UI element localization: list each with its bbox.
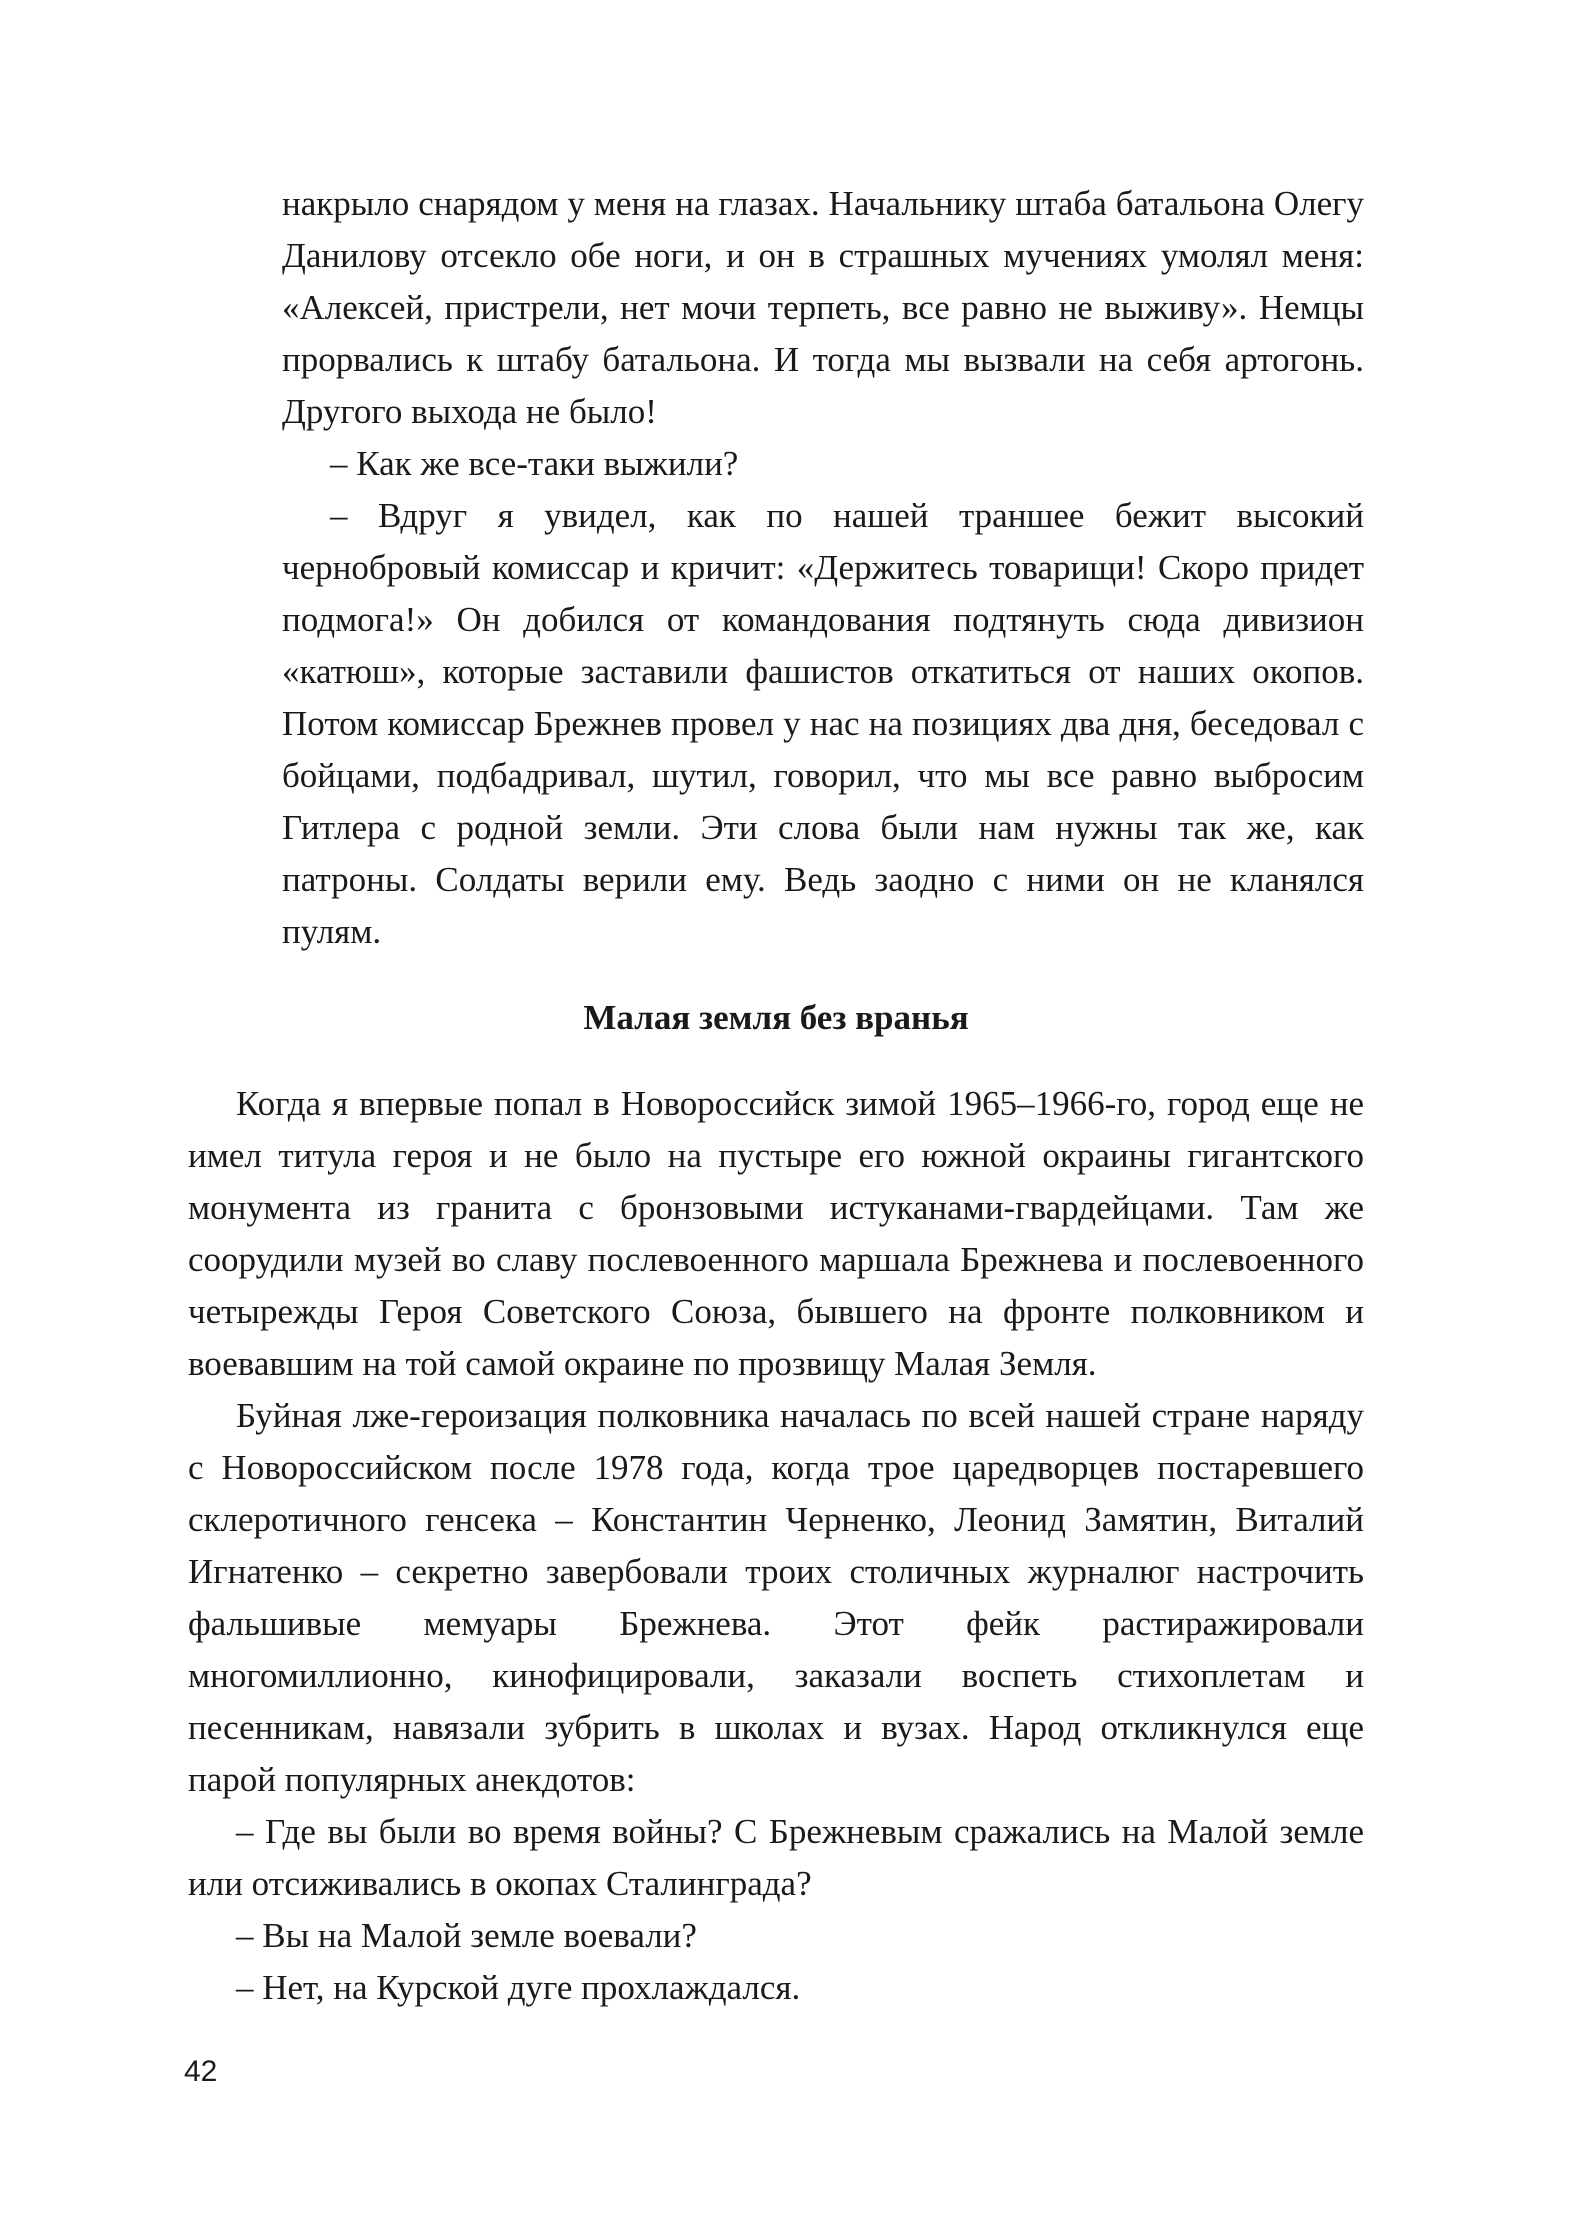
dialogue-line-2: – Вы на Малой земле воевали? (236, 1916, 697, 1955)
main-text-block (188, 1078, 1364, 2014)
interview-quote-block (282, 178, 1364, 958)
quote-paragraph-1: накрыло снарядом у меня на глазах. Начальнику штаба батальона Олегу Данилову отсекло обе ноги, и он в страшных мучениях умолял меня: «Алексей, пристрели, нет мочи терпеть, все равно не выживу». Немцы прорвались к штабу батальона. И тогда мы вызвали на себя артогонь. Другого выхода не было! (282, 184, 1364, 431)
page-number: 42 (184, 2055, 218, 2088)
quote-paragraph-3: – Вдруг я увидел, как по нашей траншее бежит высокий чернобровый комиссар и кричит: «Держитесь товарищи! Скоро придет подмога!» Он добился от командования подтянуть сюда дивизион «катюш», которые заставили фашистов откатиться от наших окопов. Потом комиссар Брежнев провел у нас на позициях два дня, беседовал с бойцами, подбадривал, шутил, говорил, что мы все равно выбросим Гитлера с родной земли. Эти слова были нам нужны так же, как патроны. Солдаты верили ему. Ведь заодно с ними он не кланялся пулям. (282, 496, 1364, 951)
main-paragraph-2: Буйная лже-героизация полковника началась по всей нашей стране наряду с Новороссийском после 1978 года, когда трое царедворцев постаревшего склеротичного генсека – Константин Черненко, Леонид Замятин, Виталий Игнатенко – секретно завербовали троих столичных журналюг настрочить фальшивые мемуары Брежнева. Этот фейк растиражировали многомиллионно, кинофицировали, заказали воспеть стихоплетам и песенникам, навязали зубрить в школах и вузах. Народ откликнулся еще парой популярных анекдотов: (188, 1396, 1364, 1799)
main-paragraph-1: Когда я впервые попал в Новороссийск зимой 1965–1966-го, город еще не имел титула героя и не было на пустыре его южной окраины гигантского монумента из гранита с бронзовыми истуканами-гвардейцами. Там же соорудили музей во славу послевоенного маршала Брежнева и послевоенного четырежды Героя Советского Союза, бывшего на фронте полковником и воевавшим на той самой окраине по прозвищу Малая Земля. (188, 1084, 1364, 1383)
section-heading: Малая земля без вранья (583, 998, 969, 1037)
dialogue-line-1: – Где вы были во время войны? С Брежневым сражались на Малой земле или отсиживались в окопах Сталинграда? (188, 1812, 1364, 1903)
quote-paragraph-2: – Как же все-таки выжили? (330, 444, 739, 483)
dialogue-line-3: – Нет, на Курской дуге прохлаждался. (236, 1968, 801, 2007)
